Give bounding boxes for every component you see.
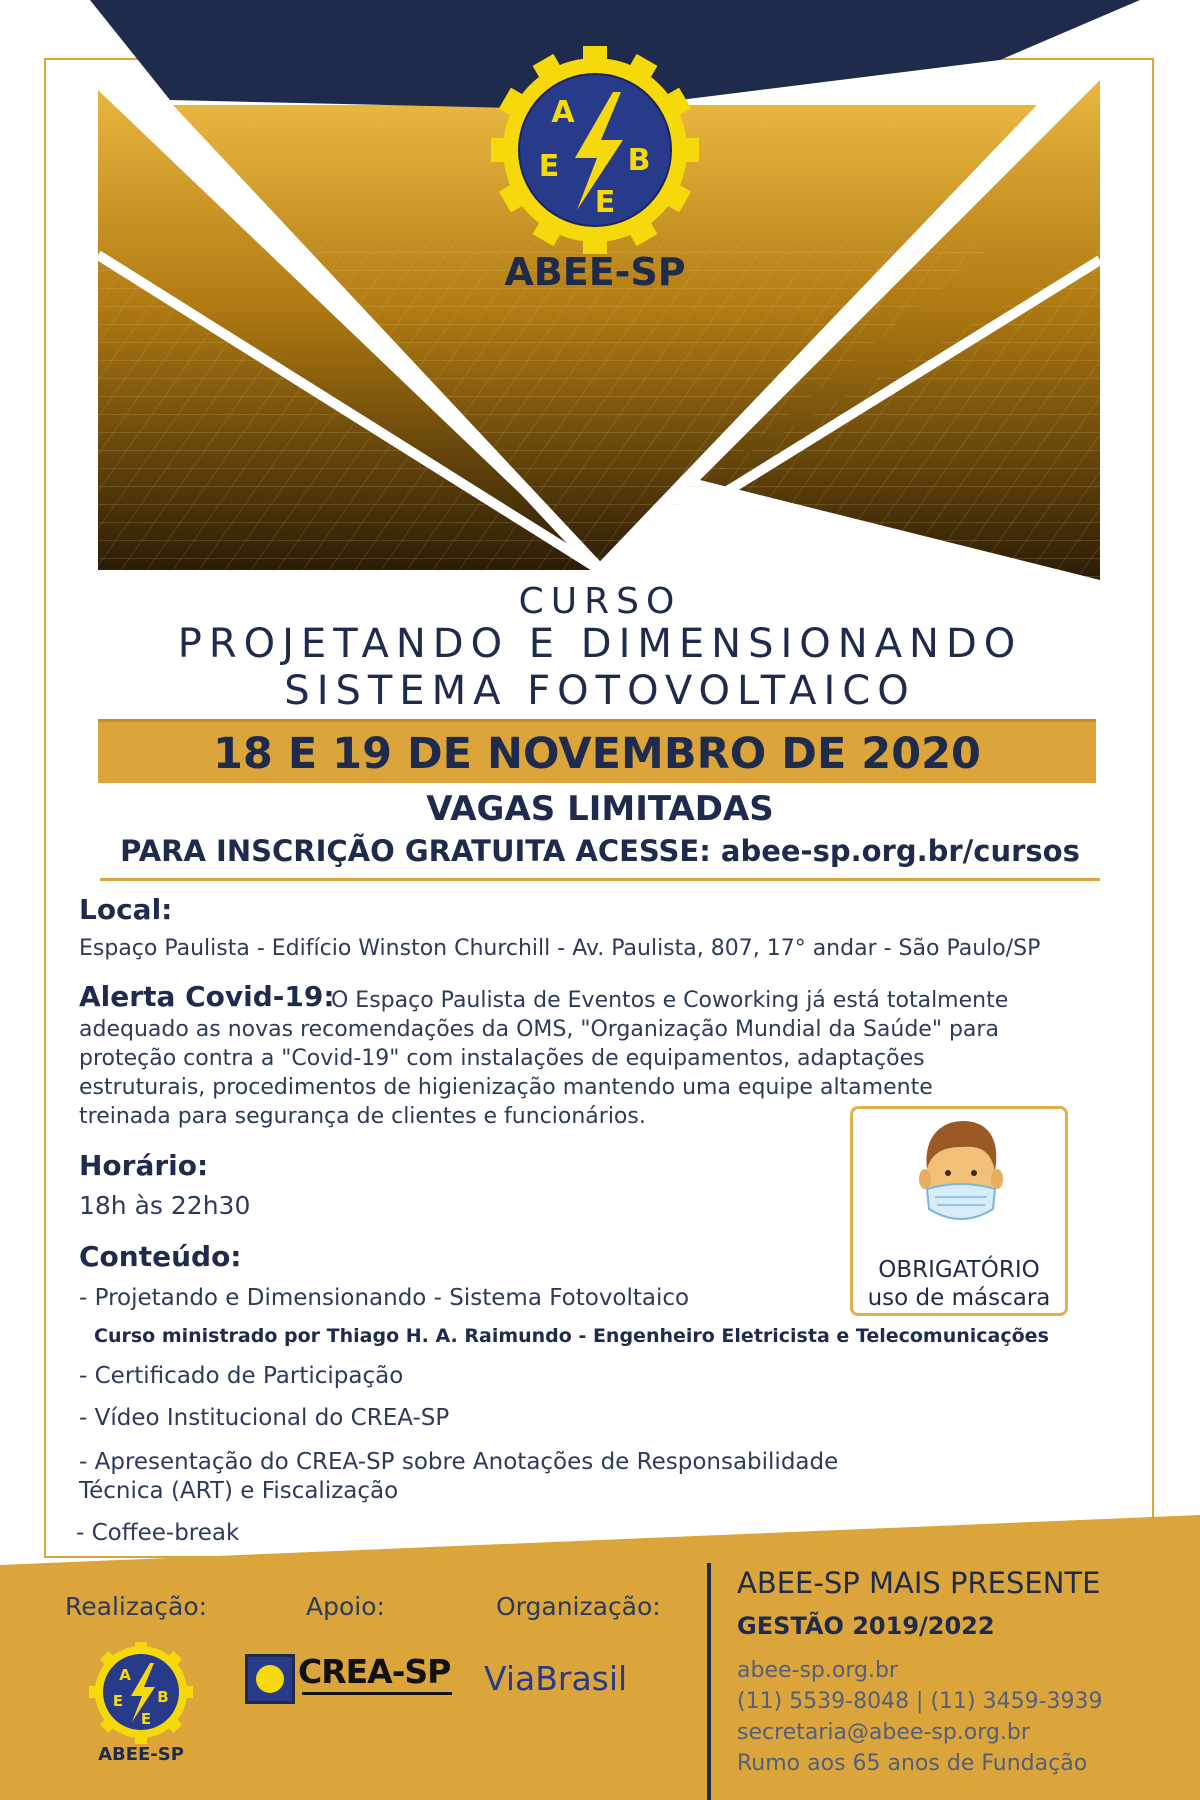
svg-text:A: A	[119, 1666, 131, 1684]
covid-text-line3: proteção contra a "Covid-19" com instalações de equipamentos, adaptações	[79, 1046, 925, 1071]
content-item: - Coffee-break	[76, 1520, 240, 1546]
local-address: Espaço Paulista - Edifício Winston Churchill - Av. Paulista, 807, 17° andar - São Paulo/SP	[79, 936, 1041, 961]
covid-text-line2: adequado as novas recomendações da OMS, "Organização Mundial da Saúde" para	[79, 1017, 999, 1042]
svg-text:E: E	[594, 185, 616, 220]
crea-underline	[302, 1692, 452, 1695]
covid-text-line5: treinada para segurança de clientes e funcionários.	[79, 1104, 646, 1129]
date-banner	[98, 719, 1096, 783]
apoio-name: CREA-SP	[298, 1652, 451, 1691]
mask-notice	[850, 1106, 1068, 1316]
mask-required-label: OBRIGATÓRIO	[878, 1257, 1040, 1283]
svg-text:E: E	[538, 149, 560, 184]
covid-text-line1: O Espaço Paulista de Eventos e Coworking já está totalmente	[331, 988, 1009, 1013]
realizacao-name: ABEE-SP	[98, 1744, 184, 1765]
footer-tagline: Rumo aos 65 anos de Fundação	[737, 1751, 1088, 1776]
course-title-line2: SISTEMA FOTOVOLTAICO	[284, 668, 916, 714]
schedule-value: 18h às 22h30	[79, 1191, 251, 1220]
content-heading: Conteúdo:	[79, 1240, 242, 1273]
content-item-continuation: Técnica (ART) e Fiscalização	[79, 1478, 399, 1504]
svg-text:E: E	[112, 1692, 124, 1710]
mask-required-text: uso de máscara	[867, 1285, 1051, 1311]
footer-website[interactable]: abee-sp.org.br	[737, 1658, 898, 1683]
registration-link[interactable]: PARA INSCRIÇÃO GRATUITA ACESSE: abee-sp.org.br/cursos	[120, 834, 1080, 868]
schedule-heading: Horário:	[79, 1149, 209, 1182]
content-item: - Projetando e Dimensionando - Sistema Fotovoltaico	[79, 1285, 690, 1311]
crea-seal-icon	[245, 1654, 295, 1704]
abee-footer-logo	[86, 1642, 196, 1752]
footer-headline: ABEE-SP MAIS PRESENTE	[737, 1566, 1101, 1600]
realizacao-label: Realização:	[65, 1592, 208, 1621]
local-heading: Local:	[79, 893, 173, 926]
apoio-label: Apoio:	[306, 1592, 385, 1621]
face-mask-icon	[913, 1117, 1009, 1237]
organizacao-name: ViaBrasil	[484, 1659, 628, 1698]
footer-divider	[707, 1563, 711, 1800]
abee-logo	[485, 45, 705, 295]
content-item: - Certificado de Participação	[79, 1363, 404, 1389]
divider	[100, 878, 1100, 881]
course-dates: 18 E 19 DE NOVEMBRO DE 2020	[213, 729, 981, 779]
content-item: - Vídeo Institucional do CREA-SP	[79, 1405, 450, 1431]
footer-gestao: GESTÃO 2019/2022	[737, 1612, 995, 1640]
content-item: - Apresentação do CREA-SP sobre Anotações de Responsabilidade	[79, 1449, 839, 1475]
svg-text:A: A	[551, 95, 575, 130]
organizacao-label: Organização:	[496, 1592, 661, 1621]
limited-seats: VAGAS LIMITADAS	[426, 789, 774, 829]
footer-phones: (11) 5539-8048 | (11) 3459-3939	[737, 1689, 1103, 1714]
covid-heading: Alerta Covid-19:	[79, 980, 335, 1013]
svg-text:B: B	[627, 143, 651, 178]
covid-text-line4: estruturais, procedimentos de higienização mantendo uma equipe altamente	[79, 1075, 933, 1100]
instructor-note: Curso ministrado por Thiago H. A. Raimundo - Engenheiro Eletricista e Telecomunicações	[94, 1325, 1049, 1347]
footer-email[interactable]: secretaria@abee-sp.org.br	[737, 1720, 1030, 1745]
svg-text:ABEE-SP: ABEE-SP	[504, 250, 686, 294]
svg-text:E: E	[140, 1710, 152, 1728]
svg-text:B: B	[157, 1688, 169, 1706]
course-title-line1: PROJETANDO E DIMENSIONANDO	[177, 621, 1023, 667]
course-label: CURSO	[518, 581, 682, 622]
